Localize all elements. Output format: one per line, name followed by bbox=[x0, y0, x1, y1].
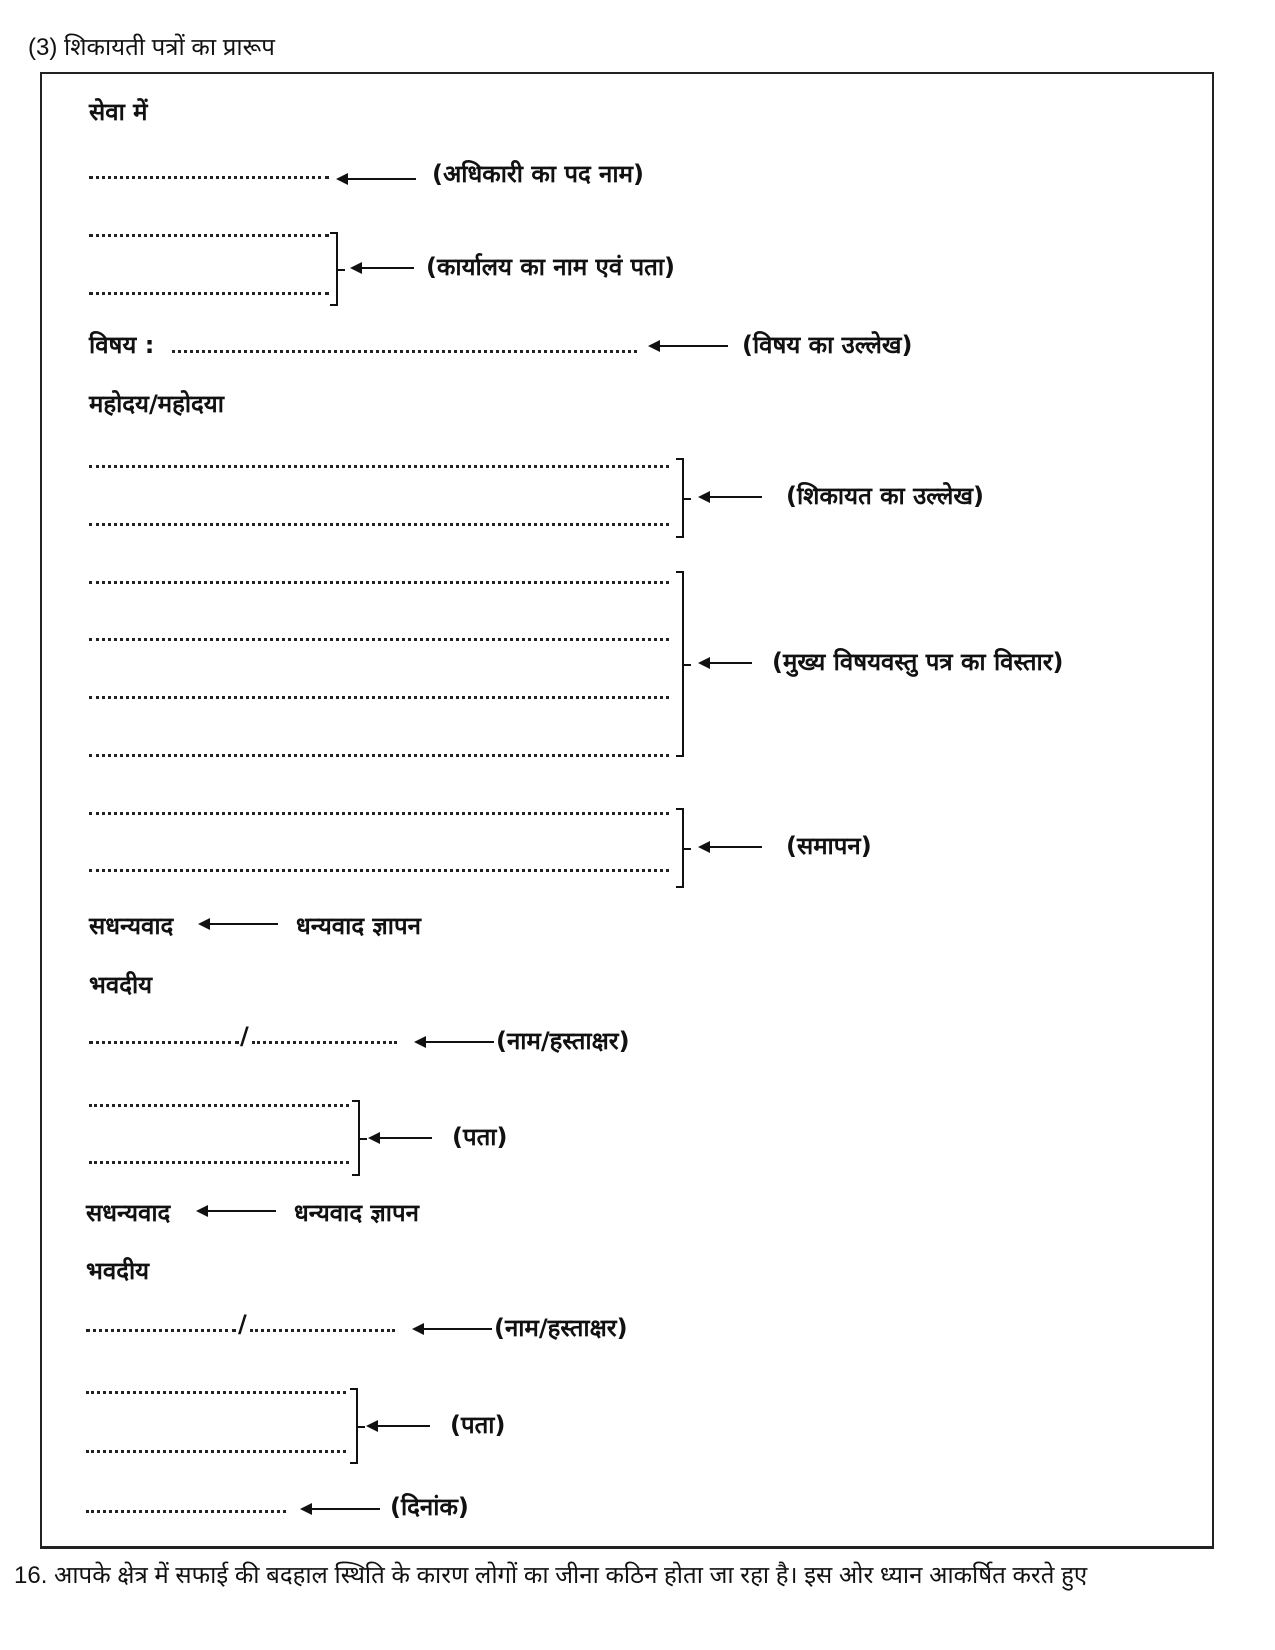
name-signature-label: (नाम/हस्ताक्षर) bbox=[494, 1314, 628, 1342]
salutation-to: सेवा में bbox=[89, 98, 148, 126]
address-blank-1 bbox=[86, 1391, 346, 1394]
body-blank-1 bbox=[89, 581, 669, 584]
date-label: (दिनांक) bbox=[390, 1493, 469, 1521]
arrow-icon bbox=[700, 846, 762, 848]
name-blank bbox=[89, 1041, 239, 1044]
thanks-label: धन्यवाद ज्ञापन bbox=[294, 1199, 419, 1227]
arrow-icon bbox=[416, 1041, 494, 1043]
subject-label: (विषय का उल्लेख) bbox=[742, 331, 913, 359]
address-label: (पता) bbox=[450, 1411, 506, 1439]
arrow-icon bbox=[302, 1508, 380, 1510]
question-16: 16. आपके क्षेत्र में सफाई की बदहाल स्थिति के कारण लोगों का जीना कठिन होता जा रहा है। इस ओर ध्यान आकर्षित करते हुए bbox=[14, 1562, 1088, 1589]
closing-blank-2 bbox=[89, 869, 669, 872]
address-label: (पता) bbox=[452, 1123, 508, 1151]
brace-icon bbox=[350, 1388, 358, 1464]
arrow-icon bbox=[352, 267, 414, 269]
body-blank-3 bbox=[89, 696, 669, 699]
yours-text: भवदीय bbox=[89, 971, 153, 999]
slash: / bbox=[240, 1022, 249, 1050]
address-greeting: महोदय/महोदया bbox=[89, 390, 224, 418]
office-label: (कार्यालय का नाम एवं पता) bbox=[426, 253, 676, 281]
office-blank-1 bbox=[89, 234, 329, 237]
arrow-icon bbox=[368, 1425, 430, 1427]
brace-icon bbox=[676, 458, 684, 538]
signature-blank bbox=[252, 1041, 397, 1044]
thanks-text: सधन्यवाद bbox=[86, 1199, 171, 1227]
body-blank-4 bbox=[89, 754, 669, 757]
complaint-blank-1 bbox=[89, 465, 669, 468]
arrow-icon bbox=[198, 1210, 276, 1212]
thanks-text: सधन्यवाद bbox=[89, 912, 174, 940]
arrow-icon bbox=[650, 345, 728, 347]
arrow-icon bbox=[414, 1328, 492, 1330]
complaint-label: (शिकायत का उल्लेख) bbox=[786, 482, 984, 510]
arrow-icon bbox=[700, 496, 762, 498]
brace-icon bbox=[352, 1100, 360, 1176]
closing-label: (समापन) bbox=[786, 832, 872, 860]
arrow-icon bbox=[370, 1137, 432, 1139]
name-blank bbox=[86, 1329, 236, 1332]
brace-icon bbox=[676, 571, 684, 757]
office-blank-2 bbox=[89, 292, 329, 295]
address-blank-1 bbox=[89, 1104, 349, 1107]
body-label: (मुख्य विषयवस्तु पत्र का विस्तार) bbox=[772, 648, 1064, 676]
complaint-blank-2 bbox=[89, 523, 669, 526]
closing-blank-1 bbox=[89, 812, 669, 815]
arrow-icon bbox=[338, 178, 416, 180]
officer-blank bbox=[89, 176, 329, 179]
brace-icon bbox=[676, 808, 684, 888]
signature-blank bbox=[250, 1329, 395, 1332]
section-heading: (3) शिकायती पत्रों का प्रारूप bbox=[28, 34, 275, 61]
subject-blank bbox=[172, 350, 637, 353]
yours-text: भवदीय bbox=[86, 1257, 150, 1285]
address-blank-2 bbox=[89, 1161, 349, 1164]
subject-prefix: विषय : bbox=[89, 331, 155, 359]
officer-label: (अधिकारी का पद नाम) bbox=[432, 160, 644, 188]
thanks-label: धन्यवाद ज्ञापन bbox=[296, 912, 421, 940]
date-blank bbox=[86, 1510, 286, 1513]
name-signature-label: (नाम/हस्ताक्षर) bbox=[496, 1027, 630, 1055]
address-blank-2 bbox=[86, 1450, 346, 1453]
body-blank-2 bbox=[89, 638, 669, 641]
arrow-icon bbox=[200, 923, 278, 925]
brace-icon bbox=[330, 232, 338, 306]
arrow-icon bbox=[700, 662, 752, 664]
slash: / bbox=[238, 1310, 247, 1338]
